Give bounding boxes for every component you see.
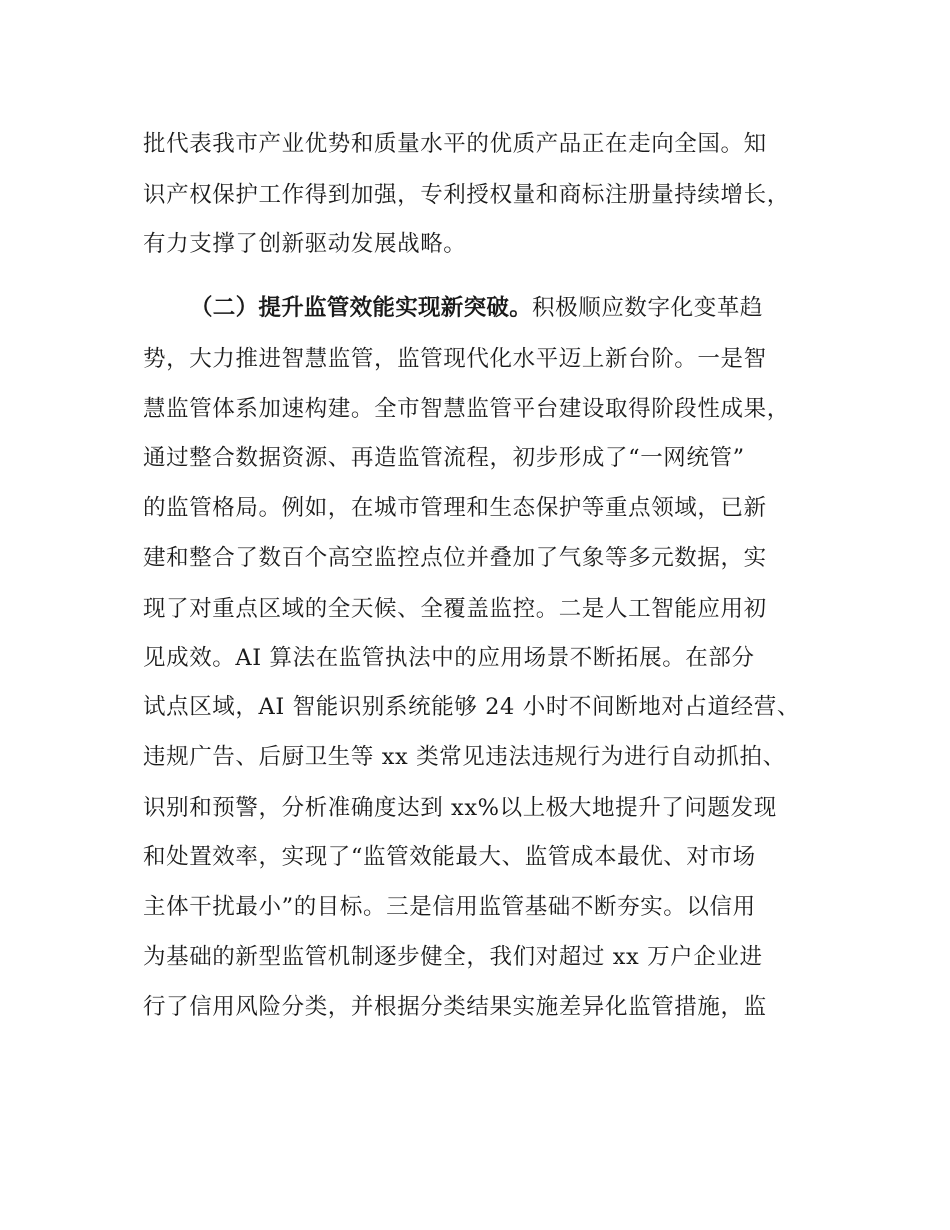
paragraph-2-line-11: 识别和预警，分析准确度达到 xx%以上极大地提升了问题发现 <box>143 795 777 821</box>
paragraph-2-line-13: 主体干扰最小”的目标。三是信用监管基础不断夯实。以信用 <box>143 894 756 920</box>
paragraph-2-line-7: 现了对重点区域的全天候、全覆盖监控。二是人工智能应用初 <box>143 596 767 622</box>
paragraph-2-line-6: 建和整合了数百个高空监控点位并叠加了气象等多元数据，实 <box>143 545 767 571</box>
paragraph-2-line-4: 通过整合数据资源、再造监管流程，初步形成了“一网统管” <box>143 445 745 471</box>
paragraph-2-line-15: 行了信用风险分类，并根据分类结果实施差异化监管措施，监 <box>143 994 767 1020</box>
paragraph-1-line-2: 识产权保护工作得到加强，专利授权量和商标注册量持续增长， <box>143 182 790 208</box>
paragraph-2-line-3: 慧监管体系加速构建。全市智慧监管平台建设取得阶段性成果， <box>143 396 790 422</box>
paragraph-2-line-14: 为基础的新型监管机制逐步健全，我们对超过 xx 万户企业进 <box>143 944 763 970</box>
paragraph-2-line-10: 违规广告、后厨卫生等 xx 类常见违法违规行为进行自动抓拍、 <box>143 744 786 770</box>
paragraph-2-line-5: 的监管格局。例如，在城市管理和生态保护等重点领域，已新 <box>143 495 767 521</box>
paragraph-2-line-8: 见成效。AI 算法在监管执法中的应用场景不断拓展。在部分 <box>143 645 755 671</box>
paragraph-2-line-2: 势，大力推进智慧监管，监管现代化水平迈上新台阶。一是智 <box>143 346 767 372</box>
paragraph-2-line-12: 和处置效率，实现了“监管效能最大、监管成本最优、对市场 <box>143 844 756 870</box>
paragraph-1-line-1: 批代表我市产业优势和质量水平的优质产品正在走向全国。知 <box>143 131 767 157</box>
section-heading: （二）提升监管效能实现新突破。 <box>190 295 533 321</box>
paragraph-2-first-line <box>190 293 830 323</box>
paragraph-1-line-3: 有力支撑了创新驱动发展战略。 <box>143 231 467 257</box>
paragraph-2-first-line-text: 积极顺应数字化变革趋 <box>532 295 764 321</box>
paragraph-2-line-9: 试点区域，AI 智能识别系统能够 24 小时不间断地对占道经营、 <box>143 694 800 720</box>
